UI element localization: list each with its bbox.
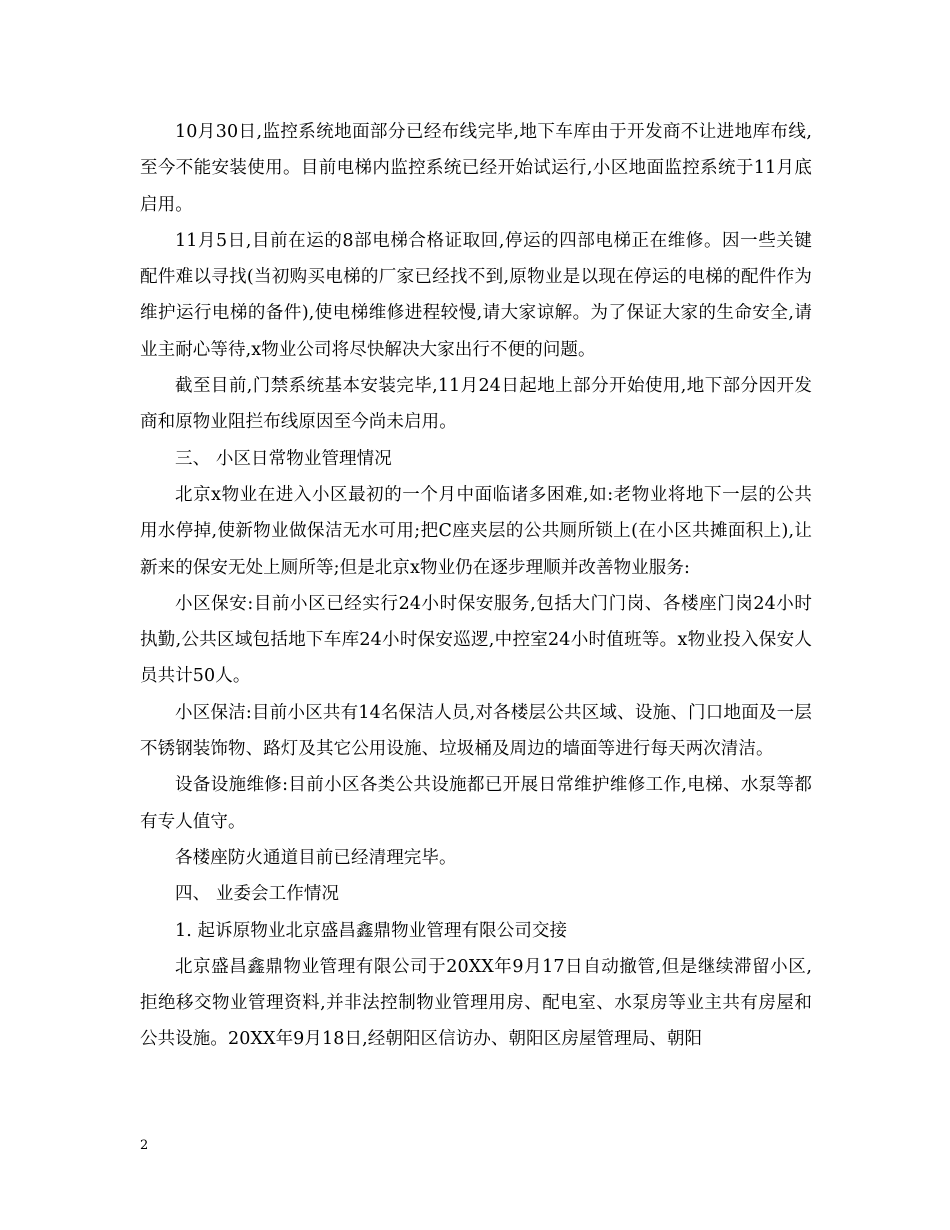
paragraph-lawsuit-details: 北京盛昌鑫鼎物业管理有限公司于20XX年9月17日自动撤管,但是继续滞留小区,拒绝移交物业管理资料,并非法控制物业管理用房、配电室、水泵房等业主共有房屋和公共设施。20XX年9月18日,经朝阳区信访办、朝阳区房屋管理局、朝阳 bbox=[140, 956, 812, 1050]
document-body bbox=[140, 114, 812, 1058]
paragraph-elevator-repair: 11月5日,目前在运的8部电梯合格证取回,停运的四部电梯正在维修。因一些关键配件难以寻找(当初购买电梯的厂家已经找不到,原物业是以现在停运的电梯的配件作为维护运行电梯的备件),使电梯维修进程较慢,请大家谅解。为了保证大家的生命安全,请业主耐心等待,x物业公司将尽快解决大家出行不便的问题。 bbox=[140, 230, 812, 360]
paragraph-initial-difficulties: 北京x物业在进入小区最初的一个月中面临诸多困难,如:老物业将地下一层的公共用水停掉,使新物业做保洁无水可用;把C座夹层的公共厕所锁上(在小区共摊面积上),让新来的保安无处上厕所等;但是北京x物业仍在逐步理顺并改善物业服务: bbox=[140, 484, 812, 578]
paragraph-fire-exits: 各楼座防火通道目前已经清理完毕。 bbox=[175, 847, 457, 868]
section-heading-daily-management: 三、 小区日常物业管理情况 bbox=[175, 448, 392, 469]
paragraph-access-control: 截至目前,门禁系统基本安装完毕,11月24日起地上部分开始使用,地下部分因开发商和原物业阻拦布线原因至今尚未启用。 bbox=[140, 376, 812, 433]
paragraph-cleaning: 小区保洁:目前小区共有14名保洁人员,对各楼层公共区域、设施、门口地面及一层不锈钢装饰物、路灯及其它公用设施、垃圾桶及周边的墙面等进行每天两次清洁。 bbox=[140, 702, 812, 760]
page-number: 2 bbox=[140, 1138, 149, 1153]
paragraph-monitoring-system: 10月30日,监控系统地面部分已经布线完毕,地下车库由于开发商不让进地库布线,至今不能安装使用。目前电梯内监控系统已经开始试运行,小区地面监控系统于11月底启用。 bbox=[140, 122, 812, 215]
paragraph-facility-maintenance: 设备设施维修:目前小区各类公共设施都已开展日常维护维修工作,电梯、水泵等都有专人值守。 bbox=[140, 775, 812, 832]
subsection-heading-lawsuit: 1. 起诉原物业北京盛昌鑫鼎物业管理有限公司交接 bbox=[175, 920, 568, 941]
paragraph-security: 小区保安:目前小区已经实行24小时保安服务,包括大门门岗、各楼座门岗24小时执勤,公共区域包括地下车库24小时保安巡逻,中控室24小时值班等。x物业投入保安人员共计50人。 bbox=[140, 593, 812, 687]
section-heading-owners-committee: 四、 业委会工作情况 bbox=[175, 884, 340, 905]
